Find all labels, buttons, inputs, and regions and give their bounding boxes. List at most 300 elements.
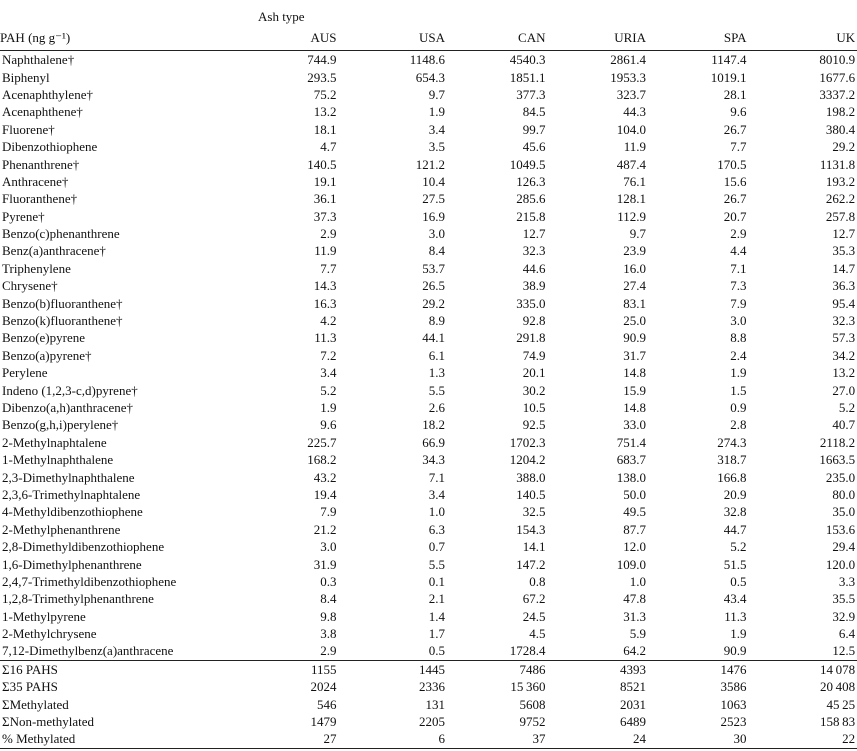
value-uk: 120.0 [825,556,856,572]
compound-name: 2,3-Dimethylnaphthalene [2,469,135,485]
value-uk: 380.4 [825,121,856,137]
value-uk: 235.0 [825,469,856,485]
value-aus: 2.9 [320,643,337,659]
value-uria: 128.1 [616,191,646,207]
value-uk: 45 25 [826,696,856,712]
value-uria: 5.9 [629,626,646,642]
value-uk: 257.8 [825,208,856,224]
value-aus: 37.3 [313,208,337,224]
value-aus: 7.7 [320,260,337,276]
value-aus: 7.9 [320,504,337,520]
table-row [0,312,857,329]
value-aus: 1479 [310,714,337,730]
value-uria: 14.8 [623,400,646,415]
table-row [0,416,857,433]
value-spa: 1476 [656,660,757,678]
value-spa: 26.7 [723,191,747,207]
value-uk: 20 408 [819,679,856,695]
value-uria: 751.4 [616,434,646,450]
value-usa: 0.1 [428,573,445,589]
value-uria: 50.0 [623,486,646,502]
value-usa: 3.4 [428,121,445,137]
value-uria: 138.0 [616,469,646,485]
value-spa: 1019.1 [710,69,747,85]
value-spa: 1.9 [730,626,747,642]
table-row [0,68,857,85]
value-aus: 2024 [310,679,337,695]
value-can: 32.5 [522,504,546,520]
value-usa: 9.7 [428,86,445,102]
value-uria: 16.0 [623,260,646,276]
value-can: 15 360 [510,679,546,695]
value-spa: 170.5 [717,156,747,172]
value-usa: 1148.6 [409,52,445,68]
value-can: 215.8 [516,208,546,224]
value-can: 5608 [519,696,546,712]
column-header-usa: USA [355,24,456,51]
table-body [0,51,857,749]
value-uria: 323.7 [616,86,646,102]
compound-name: 4-Methyldibenzothiophene [2,504,143,520]
value-can: 147.2 [516,556,546,572]
value-can: 154.3 [516,521,546,537]
value-can: 1049.5 [509,156,546,172]
value-can: 32.3 [522,243,546,259]
value-uria: 4393 [556,660,657,678]
value-uria: 12.0 [623,539,646,555]
value-uk: 22 [757,730,857,748]
compound-name: Σ35 PAHS [2,679,58,695]
table-row [0,381,857,398]
value-can: 126.3 [516,173,546,189]
value-uria: 683.7 [616,452,646,468]
table-row [0,173,857,190]
value-usa: 16.9 [422,208,445,224]
value-uk: 14 078 [757,660,857,678]
value-spa: 32.8 [723,504,747,520]
value-can: 24.5 [522,608,546,624]
value-usa: 0.7 [428,539,445,555]
compound-name: Phenanthrene† [2,156,80,172]
value-uk: 1677.6 [819,69,856,85]
value-spa: 0.9 [730,400,747,415]
value-spa: 1147.4 [711,52,747,68]
value-aus: 16.3 [313,295,337,311]
value-can: 74.9 [522,347,546,363]
table-row [0,103,857,120]
value-spa: 0.5 [730,573,747,589]
value-aus: 36.1 [313,191,337,207]
compound-name: ΣMethylated [2,696,69,712]
value-uk: 158 83 [819,714,856,730]
value-uria: 487.4 [616,156,646,172]
value-spa: 2.8 [730,417,747,433]
value-spa: 1063 [720,696,747,712]
compound-name: Naphthalene† [2,52,75,68]
value-aus: 4.7 [320,139,337,155]
table-row [0,642,857,660]
compound-name: Anthracene† [2,173,69,189]
value-uria: 2861.4 [610,52,646,68]
value-usa: 1.9 [428,104,445,120]
value-usa: 3.5 [428,139,445,155]
compound-name: 2,4,7-Trimethyldibenzothiophene [2,573,177,589]
value-usa: 1445 [355,660,456,678]
value-uk: 35.5 [832,591,856,607]
value-usa: 3.0 [428,226,445,242]
value-spa: 43.4 [723,591,747,607]
value-uria: 83.1 [623,295,646,311]
value-spa: 7.1 [730,260,747,276]
summary-row [0,713,857,730]
table-row [0,451,857,468]
value-uk: 1131.8 [819,156,856,172]
table-row [0,434,857,451]
table-row [0,190,857,207]
value-usa: 8.9 [428,313,445,329]
compound-name: 1,2,8-Trimethylphenanthrene [2,591,154,607]
value-spa: 3.0 [730,313,747,329]
value-can: 10.5 [522,400,546,415]
value-aus: 140.5 [307,156,337,172]
value-uria: 31.7 [623,347,646,363]
value-spa: 5.2 [730,539,747,555]
value-can: 4540.3 [509,52,546,68]
table-row [0,277,857,294]
compound-name: Triphenylene [2,260,71,276]
value-uk: 8010.9 [819,52,856,68]
value-spa: 1.9 [730,365,747,381]
value-spa: 3586 [720,679,747,695]
value-uk: 32.3 [832,313,856,329]
value-usa: 27.5 [422,191,445,207]
value-usa: 44.1 [422,330,445,346]
value-can: 4.5 [529,626,546,642]
value-usa: 66.9 [422,434,445,450]
compound-name: Benzo(a)pyrene† [2,347,92,363]
value-spa: 7.9 [730,295,747,311]
value-uk: 34.2 [832,347,856,363]
value-uk: 2118.2 [819,434,856,450]
summary-row [0,695,857,712]
value-uk: 198.2 [825,104,856,120]
value-can: 84.5 [522,104,546,120]
table-row [0,573,857,590]
value-spa: 2.4 [730,347,747,363]
value-uria: 8521 [620,679,646,695]
value-spa: 318.7 [717,452,747,468]
value-spa: 51.5 [723,556,747,572]
value-aus: 744.9 [307,52,337,68]
value-uk: 29.4 [832,539,856,555]
value-spa: 11.3 [724,608,747,624]
value-aus: 546 [317,696,337,712]
value-aus: 293.5 [307,69,337,85]
value-can: 1204.2 [509,452,546,468]
compound-name: Benzo(g,h,i)perylene† [2,417,119,433]
value-uk: 95.4 [832,295,856,311]
value-uria: 14.8 [623,365,646,381]
table-row [0,555,857,572]
value-aus: 7.2 [320,347,337,363]
value-uria: 33.0 [623,417,646,433]
table-row [0,138,857,155]
value-uria: 23.9 [623,243,646,259]
value-aus: 27 [254,730,355,748]
value-aus: 14.3 [313,278,337,294]
table-row [0,625,857,642]
value-usa: 6.3 [428,521,445,537]
compound-name: Acenaphthylene† [2,86,93,102]
value-aus: 75.2 [313,86,337,102]
table-row [0,121,857,138]
value-spa: 8.8 [730,330,747,346]
value-usa: 2205 [419,714,445,730]
compound-name: Benz(a)anthracene† [2,243,106,259]
value-uria: 1953.3 [610,69,646,85]
compound-name: Fluorene† [2,121,55,137]
value-spa: 7.3 [730,278,747,294]
value-spa: 90.9 [723,643,747,659]
value-aus: 19.4 [313,486,337,502]
value-uk: 57.3 [832,330,856,346]
compound-name: Perylene [2,365,48,381]
value-uk: 35.3 [832,243,856,259]
value-usa: 0.5 [428,643,445,659]
value-can: 9752 [519,714,546,730]
table-row [0,86,857,103]
value-aus: 19.1 [313,173,337,189]
value-can: 67.2 [522,591,546,607]
value-can: 377.3 [516,86,546,102]
value-aus: 8.4 [320,591,337,607]
value-aus: 11.9 [314,243,337,259]
value-uk: 12.5 [832,643,856,659]
value-uk: 80.0 [832,486,856,502]
value-spa: 15.6 [723,173,747,189]
value-aus: 18.1 [313,121,337,137]
value-usa: 5.5 [428,556,445,572]
value-spa: 7.7 [730,139,747,155]
table-row [0,364,857,381]
value-can: 1728.4 [509,643,546,659]
column-header-spa: SPA [656,24,757,51]
value-spa: 166.8 [717,469,747,485]
value-can: 0.8 [529,573,546,589]
value-usa: 53.7 [422,260,445,276]
summary-row [0,660,857,678]
value-can: 14.1 [522,539,546,555]
compound-name: 7,12-Dimethylbenz(a)anthracene [2,643,174,659]
value-uk: 29.2 [832,139,856,155]
value-can: 140.5 [516,486,546,502]
value-can: 12.7 [522,226,546,242]
value-can: 291.8 [516,330,546,346]
value-aus: 3.4 [320,365,337,381]
value-spa: 1.5 [730,382,747,398]
value-uk: 36.3 [832,278,856,294]
compound-name: Chrysene† [2,278,58,294]
value-spa: 9.6 [730,104,747,120]
value-uria: 109.0 [616,556,646,572]
value-spa: 2.9 [730,226,747,242]
table-row [0,242,857,259]
value-aus: 0.3 [320,573,337,589]
column-header-can: CAN [455,24,556,51]
value-aus: 43.2 [313,469,337,485]
value-can: 44.6 [522,260,546,276]
compound-name: Σ16 PAHS [0,660,254,678]
value-usa: 29.2 [422,295,445,311]
value-usa: 131 [425,696,445,712]
value-uria: 47.8 [623,591,646,607]
value-uria: 44.3 [623,104,646,120]
value-uria: 1.0 [629,573,646,589]
value-uk: 32.9 [832,608,856,624]
value-can: 20.1 [522,365,546,381]
column-header-uk: UK [757,24,857,51]
table-row [0,521,857,538]
value-uria: 49.5 [623,504,646,520]
table-row [0,260,857,277]
value-spa: 28.1 [723,86,747,102]
value-spa: 20.7 [723,208,747,224]
value-can: 37 [455,730,556,748]
value-can: 92.8 [522,313,546,329]
value-aus: 3.0 [320,539,337,555]
value-uk: 14.7 [832,260,856,276]
compound-name: % Methylated [0,730,254,748]
table-row [0,51,857,69]
value-aus: 4.2 [320,313,337,329]
group-header-row [0,0,857,24]
value-aus: 11.3 [314,330,337,346]
value-uria: 87.7 [623,521,646,537]
value-usa: 6 [355,730,456,748]
column-header-aus: AUS [254,24,355,51]
value-can: 388.0 [516,469,546,485]
value-spa: 274.3 [717,434,747,450]
value-uk: 3.3 [838,573,856,589]
value-usa: 1.7 [428,626,445,642]
compound-name: 2,3,6-Trimethylnaphtalene [2,486,141,502]
table-row [0,608,857,625]
value-uk: 1663.5 [819,452,856,468]
value-spa: 26.7 [723,121,747,137]
value-usa: 5.5 [428,382,445,398]
value-can: 285.6 [516,191,546,207]
ash-type-heading: Ash type [258,9,305,24]
value-aus: 9.8 [320,608,337,624]
value-uk: 5.2 [838,400,856,415]
table-row [0,468,857,485]
value-uk: 35.0 [832,504,856,520]
value-uria: 11.9 [623,139,646,155]
value-uk: 12.7 [832,226,856,242]
table-row [0,225,857,242]
value-usa: 654.3 [415,69,445,85]
compound-name: Dibenzothiophene [2,139,98,155]
value-usa: 1.0 [428,504,445,520]
value-uk: 27.0 [832,382,856,398]
value-uk: 3337.2 [819,86,856,102]
value-usa: 18.2 [422,417,445,433]
compound-name: Pyrene† [2,208,45,224]
table-row [0,590,857,607]
value-uria: 112.9 [617,208,646,224]
value-uria: 2031 [620,696,646,712]
value-can: 45.6 [522,139,546,155]
value-spa: 20.9 [723,486,747,502]
value-aus: 21.2 [313,521,337,537]
value-aus: 13.2 [313,104,337,120]
value-can: 335.0 [516,295,546,311]
compound-name: Benzo(c)phenanthrene [2,226,120,242]
value-aus: 168.2 [307,452,337,468]
value-aus: 2.9 [320,226,337,242]
value-uria: 90.9 [623,330,646,346]
compound-name: 2-Methylnaphtalene [2,434,107,450]
value-usa: 2.1 [428,591,445,607]
column-header-uria: URIA [556,24,657,51]
compound-name: 2-Methylchrysene [2,626,97,642]
value-uria: 9.7 [629,226,646,242]
value-uria: 25.0 [623,313,646,329]
value-spa: 44.7 [723,521,747,537]
compound-name: 1-Methylnaphthalene [2,452,114,468]
table-row [0,155,857,172]
value-aus: 3.8 [320,626,337,642]
value-uk: 13.2 [832,365,856,381]
value-uria: 24 [556,730,657,748]
value-can: 30.2 [522,382,546,398]
value-usa: 1.4 [428,608,445,624]
value-uk: 6.4 [838,626,856,642]
compound-name: Benzo(b)fluoranthene† [2,295,123,311]
summary-row [0,678,857,695]
compound-name: 2-Methylphenanthrene [2,521,121,537]
table-row [0,208,857,225]
compound-name: 1-Methylpyrene [2,608,86,624]
value-usa: 8.4 [428,243,445,259]
compound-name: Acenaphthene† [2,104,83,120]
value-usa: 7.1 [428,469,445,485]
value-aus: 31.9 [313,556,337,572]
compound-name: 1,6-Dimethylphenanthrene [2,556,142,572]
value-uria: 15.9 [623,382,646,398]
value-uria: 27.4 [623,278,646,294]
compound-name: Biphenyl [2,69,50,85]
value-usa: 10.4 [422,173,445,189]
value-uk: 193.2 [825,173,856,189]
row-header-label: PAH (ng g⁻¹) [0,24,254,51]
value-uria: 31.3 [623,608,646,624]
value-can: 1702.3 [509,434,546,450]
compound-name: 2,8-Dimethyldibenzothiophene [2,539,165,555]
value-spa: 4.4 [730,243,747,259]
compound-name: Fluoranthene† [2,191,78,207]
table-row [0,538,857,555]
table-row [0,486,857,503]
compound-name: Benzo(k)fluoranthene† [2,313,123,329]
summary-row [0,730,857,748]
compound-name: Indeno (1,2,3-c,d)pyrene† [2,382,138,398]
table-row [0,329,857,346]
value-uk: 153.6 [825,521,856,537]
table-row [0,347,857,364]
value-usa: 3.4 [428,486,445,502]
table-row [0,294,857,311]
